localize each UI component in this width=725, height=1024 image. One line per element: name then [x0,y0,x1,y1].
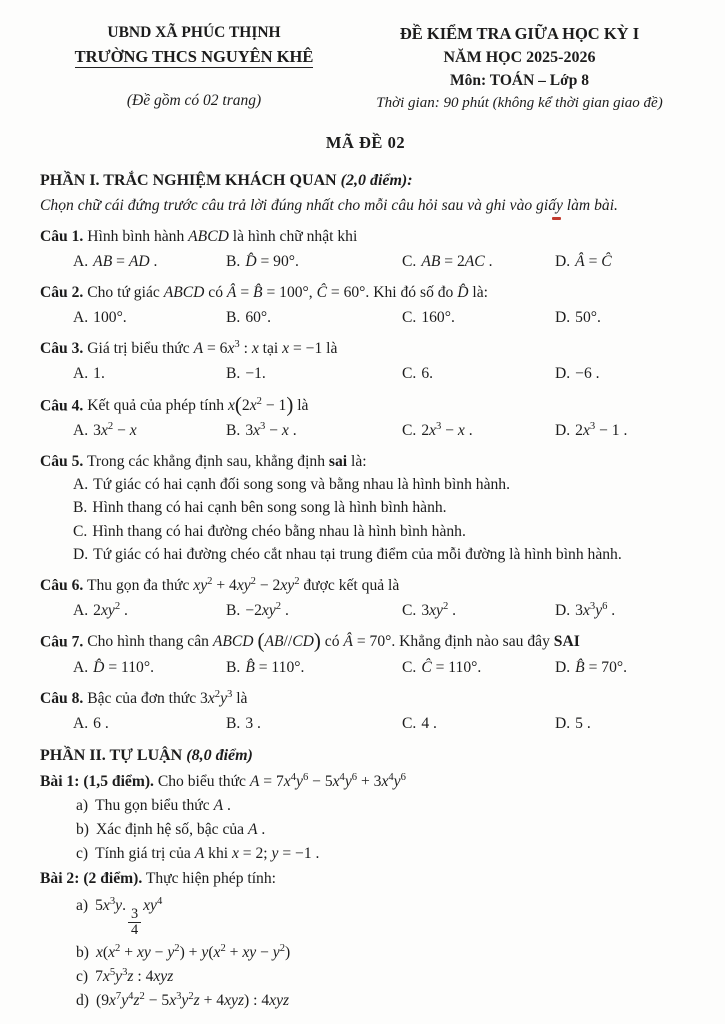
option-d: D. $2x^3 - 1$ . [555,420,628,440]
question-2 [40,282,691,329]
part1-heading: PHẦN I. TRẮC NGHIỆM KHÁCH QUAN (2,0 điểm): [40,171,413,189]
option-a: A. AB = AD . [73,252,158,270]
page-count-note: (Đề gồm có 02 trang) [126,92,262,110]
problem-2-item-d: d) $(9x^7y^4z^2 - 5x^3y^2z + 4xyz)$ : 4xyz [76,990,290,1009]
issuing-organization-block [40,22,348,114]
question-3-options [73,363,691,385]
problem-2-intro [40,868,691,890]
option-d: D. −6 . [555,365,600,383]
problem-1-label: Bài 1: (1,5 điểm). [40,772,154,790]
question-1 [40,226,691,273]
option-b: B. 3 . [226,714,261,732]
option-a: A. Tứ giác có hai cạnh đối song song và bằng nhau là hình bình hành. [73,476,511,494]
option-c: C. 160°. [402,309,455,327]
question-6-options [73,600,691,622]
duration-line: Thời gian: 90 phút (không kể thời gian giao đề) [376,95,663,112]
problem-1-item-b: b) Xác định hệ số, bậc của A . [76,821,266,839]
question-1-label: Câu 1. [40,227,84,245]
option-c: C. $3xy^2$ . [402,600,457,620]
question-5 [40,451,691,566]
question-5-stem [40,451,691,473]
option-d: D. Tứ giác có hai đường chéo cắt nhau tại trung điểm của mỗi đường là hình bình hành. [73,545,622,563]
question-7-text: Cho hình thang cân ABCD (AB//CD) có Â = 70°. Khẳng định nào sau đây SAI [87,629,580,654]
option-b: B. 60°. [226,309,272,327]
option-c: C. AB = 2AC . [402,252,493,270]
question-4-stem [40,392,691,417]
question-1-text: Hình bình hành ABCD là hình chữ nhật khi [87,227,358,245]
exam-header [40,22,691,114]
problem-1-item-a: a) Thu gọn biểu thức A . [76,796,231,814]
question-7-options [73,657,691,679]
option-b: B. −1. [226,365,266,383]
question-6-label: Câu 6. [40,576,84,594]
question-8-label: Câu 8. [40,689,84,707]
question-2-label: Câu 2. [40,284,84,301]
option-a: A. $3x^2 - x$ [73,420,137,440]
question-6 [40,575,691,622]
school-name: TRƯỜNG THCS NGUYÊN KHÊ [74,47,314,66]
option-b: B. $3x^3 - x$ . [226,420,297,440]
option-d: D. 5 . [555,714,591,732]
option-a: A. D̂ = 110°. [73,658,154,676]
subject-line: Môn: TOÁN – Lớp 8 [450,72,589,90]
option-a: A. $2xy^2$ . [73,600,128,620]
question-2-text: Cho tứ giác ABCD có Â = B̂ = 100°, Ĉ = 60°. Khi đó số đo D̂ là: [87,284,489,301]
option-c: C. $2x^3 - x$ . [402,420,473,440]
exam-code: MÃ ĐỀ 02 [325,133,406,153]
question-4 [40,392,691,443]
option-a: A. 1. [73,365,105,383]
option-b: B. $-2xy^2$ . [226,600,289,620]
option-a: A. 6 . [73,714,109,732]
exam-title: ĐỀ KIỂM TRA GIỮA HỌC KỲ I [399,24,640,43]
problem-2-item-a: a) $5x^3y$. $\frac{3}{4}$ $xy^4$ [76,896,163,938]
question-1-stem [40,226,691,248]
problem-2-items [76,895,691,1012]
option-c: C. 4 . [402,714,437,732]
option-b: B. Hình thang có hai cạnh bên song song là hình bình hành. [73,499,447,517]
question-8-options [73,713,691,735]
problem-1-item-c: c) Tính giá trị của A khi x = 2; y = −1 . [76,845,320,863]
question-3-label: Câu 3. [40,340,84,358]
question-2-stem [40,282,691,304]
problem-2-text: Thực hiện phép tính: [145,870,276,888]
problem-1-intro [40,771,691,793]
school-year: NĂM HỌC 2025-2026 [443,49,596,67]
problem-2-item-b: b) $x(x^2$ + xy − $y^2) + y(x^2$ + xy − $y^2$) [76,942,291,961]
instruction-text: Chọn chữ cái đứng trước câu trả lời đúng nhất cho mỗi câu hỏi sau và ghi vào giấy làm bài. [40,196,618,214]
option-d: D. Â = Ĉ [555,252,612,270]
problem-1 [40,771,691,866]
question-5-text: Trong các khẳng định sau, khẳng định sai là: [86,453,367,471]
question-5-label: Câu 5. [40,453,84,471]
question-7-stem [40,631,691,653]
question-8-stem [40,688,691,710]
part2-heading: PHẦN II. TỰ LUẬN (8,0 điểm) [40,747,253,765]
option-d: D. 50°. [555,309,601,327]
option-c: C. Hình thang có hai đường chéo bằng nhau là hình bình hành. [73,522,466,540]
question-3 [40,338,691,385]
problem-2-item-c: c) $7x^5y^3z$ : 4xyz [76,966,174,985]
option-b: B. D̂ = 90°. [226,252,299,270]
question-1-options [73,251,691,273]
problem-2-label: Bài 2: (2 điểm). [40,870,143,888]
option-a: A. 100°. [73,309,127,327]
problem-1-items [76,795,691,865]
question-8-text: Bậc của đơn thức $3x^2y^3$ là [87,688,248,707]
option-c: C. 6. [402,365,434,383]
organization-name: UBND XÃ PHÚC THỊNH [107,24,281,41]
question-4-text: Kết quả của phép tính $x(2x^2 - 1)$ là [87,392,309,417]
question-6-stem [40,575,691,597]
option-d: D. B̂ = 70°. [555,658,628,676]
problem-2 [40,868,691,1012]
question-4-label: Câu 4. [40,396,84,414]
question-7-label: Câu 7. [40,633,84,651]
question-7 [40,631,691,679]
question-6-text: Thu gọn đa thức $xy^2 + 4xy^2 - 2xy^2$ được kết quả là [86,575,400,594]
question-8 [40,688,691,735]
question-4-options [73,420,691,442]
question-2-options [73,307,691,329]
exam-title-block [348,22,691,114]
option-c: C. Ĉ = 110°. [402,658,482,676]
red-annotation-mark [552,217,561,220]
question-5-options [73,474,691,566]
option-d: D. $3x^3y^6$ . [555,600,616,620]
question-3-stem [40,338,691,360]
option-b: B. B̂ = 110°. [226,658,305,676]
problem-1-text: Cho biểu thức $A = 7x^4y^6 - 5x^4y^6 + 3x^4y^6$ [157,771,406,790]
part1-instruction [40,195,691,217]
question-3-text: Giá trị biểu thức $A = 6x^3$ : x tại x = −1 là [87,339,338,358]
